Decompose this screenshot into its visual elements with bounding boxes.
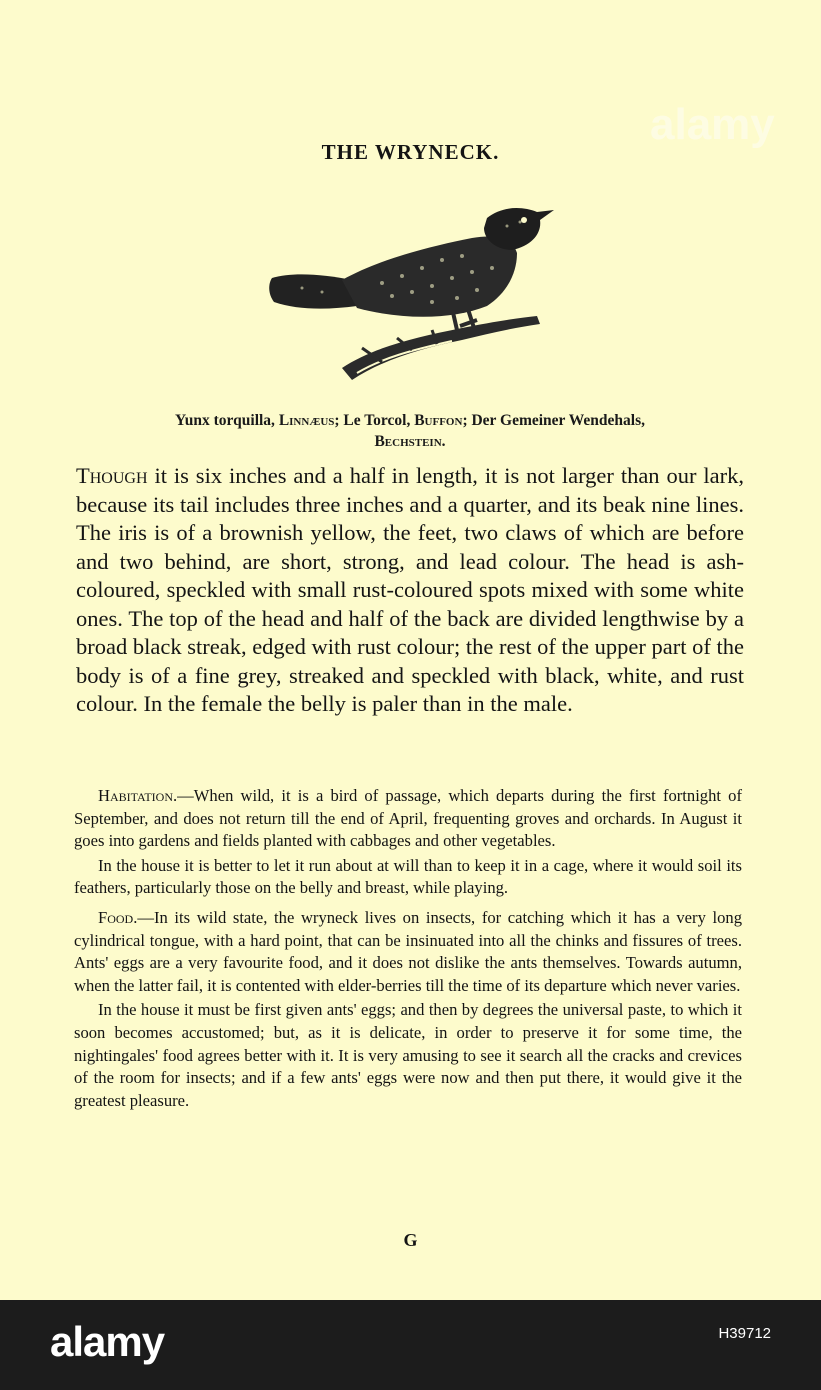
caption-author: Bechstein.	[374, 433, 446, 450]
lead-paragraph	[76, 462, 744, 719]
habitation-paragraph	[74, 785, 742, 853]
caption-author: Linnæus	[278, 412, 335, 429]
caption-author: Buffon	[414, 412, 463, 429]
lead-first-word: Though	[76, 463, 148, 488]
caption-text: ; Le Torcol,	[334, 412, 415, 429]
body-sections	[74, 785, 742, 1114]
image-code-text: H39712	[718, 1325, 771, 1342]
stock-logo: alamy	[50, 1318, 165, 1365]
wryneck-bird-icon	[262, 198, 562, 390]
image-code	[718, 1324, 771, 1344]
section-heading: Food.	[98, 907, 138, 927]
habitation-paragraph-2: In the house it is better to let it run about at will than to keep it in a cage, where it would soil its feathers, particularly those on the belly and breast, while playing.	[74, 855, 742, 898]
food-paragraph-2: In the house it must be first given ants' eggs; and then by degrees the universal paste, to which it soon becomes accustomed; but, as it is delicate, in order to preserve it for some time, the nightingales' food agrees better with it. It is very amusing to see it search all the cracks and crevices of the room for insects; and if a few ants' eggs were now and then put there, it would give it the greatest pleasure.	[74, 1000, 742, 1110]
paragraph-text: —When wild, it is a bird of passage, which departs during the first fortnight of September, and does not return till the end of April, frequenting groves and orchards. In August it goes into gardens and fields planted with cabbages and other vegetables.	[74, 786, 742, 851]
section-heading: Habitation.	[98, 786, 178, 805]
species-caption	[70, 410, 750, 452]
lead-text: it is six inches and a half in length, it is not larger than our lark, because its tail includes three inches and a quarter, and its beak nine lines. The iris is of a brownish yellow, the feet, two claws of which are before and two behind, are short, strong, and lead colour. The head is ash-coloured, speckled with small rust-coloured spots mixed with some white ones. The top of the head and half of the back are divided lengthwise by a broad black streak, edged with rust colour; the rest of the upper part of the body is of a fine grey, streaked and speckled with black, white, and rust colour. In the female the belly is paler than in the male.	[76, 463, 744, 716]
caption-text: Yunx torquilla,	[175, 412, 279, 429]
page-title: THE WRYNECK.	[321, 140, 500, 164]
watermark: alamy	[650, 100, 775, 149]
signature-mark: G	[403, 1230, 418, 1250]
food-paragraph	[74, 907, 742, 997]
paragraph-text: —In its wild state, the wryneck lives on insects, for catching which it has a very long cylindrical tongue, with a hard point, that can be insinuated into all the chinks and fissures of trees. Ants' eggs are a very favourite food, and it does not dislike the ants themselves. Towards autumn, when the latter fail, it is contented with elder-berries till the time of its departure which never varies.	[74, 907, 742, 995]
caption-text: ; Der Gemeiner Wendehals,	[462, 412, 645, 429]
